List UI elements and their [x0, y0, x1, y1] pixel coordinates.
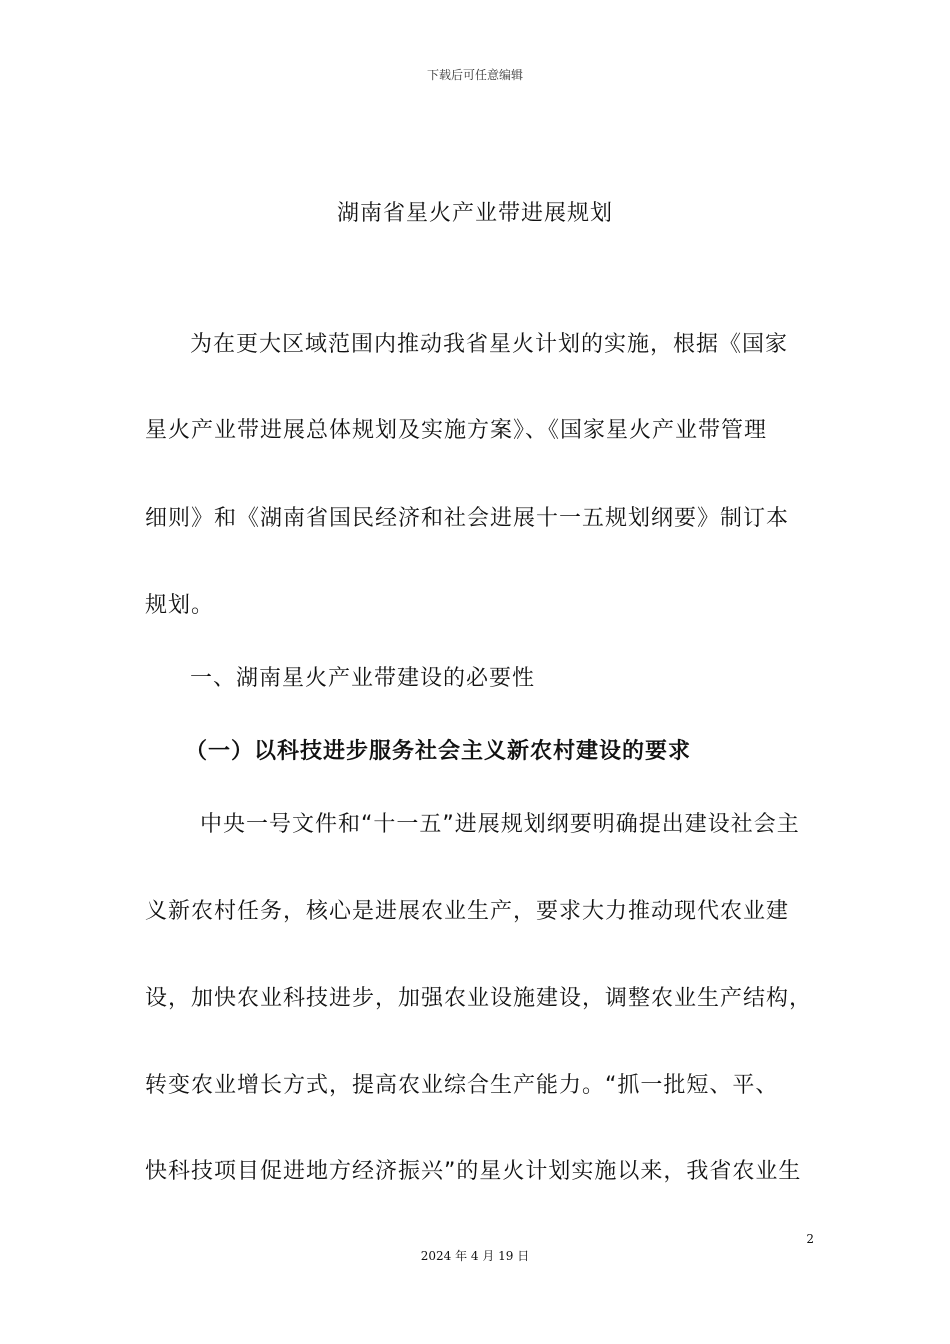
- footer-date: 2024 年 4 月 19 日: [420, 1249, 530, 1263]
- paragraph-line: 细则》和《湖南省国民经济和社会进展十一五规划纲要》制订本: [145, 506, 790, 531]
- paragraph-line: 转变农业增长方式，提高农业综合生产能力。“抓一批短、平、: [145, 1073, 779, 1098]
- paragraph-line: 快科技项目促进地方经济振兴”的星火计划实施以来，我省农业生: [145, 1159, 802, 1184]
- paragraph-line: 设，加快农业科技进步，加强农业设施建设，调整农业生产结构，: [145, 986, 813, 1011]
- document-title: 湖南省星火产业带进展规划: [336, 201, 613, 226]
- section-heading: 一、湖南星火产业带建设的必要性: [190, 666, 536, 691]
- page-number: 2: [806, 1232, 814, 1246]
- paragraph-line: 规划。: [145, 593, 215, 618]
- paragraph-line: 为在更大区域范围内推动我省星火计划的实施，根据《国家: [190, 332, 789, 357]
- subsection-heading: （一）以科技进步服务社会主义新农村建设的要求: [185, 739, 692, 764]
- paragraph-line: 星火产业带进展总体规划及实施方案》、《国家星火产业带管理: [145, 418, 768, 443]
- paragraph-line: 中央一号文件和“十一五”进展规划纲要明确提出建设社会主: [200, 812, 800, 837]
- header-note: 下载后可任意编辑: [426, 68, 523, 82]
- paragraph-line: 义新农村任务，核心是进展农业生产，要求大力推动现代农业建: [145, 899, 790, 924]
